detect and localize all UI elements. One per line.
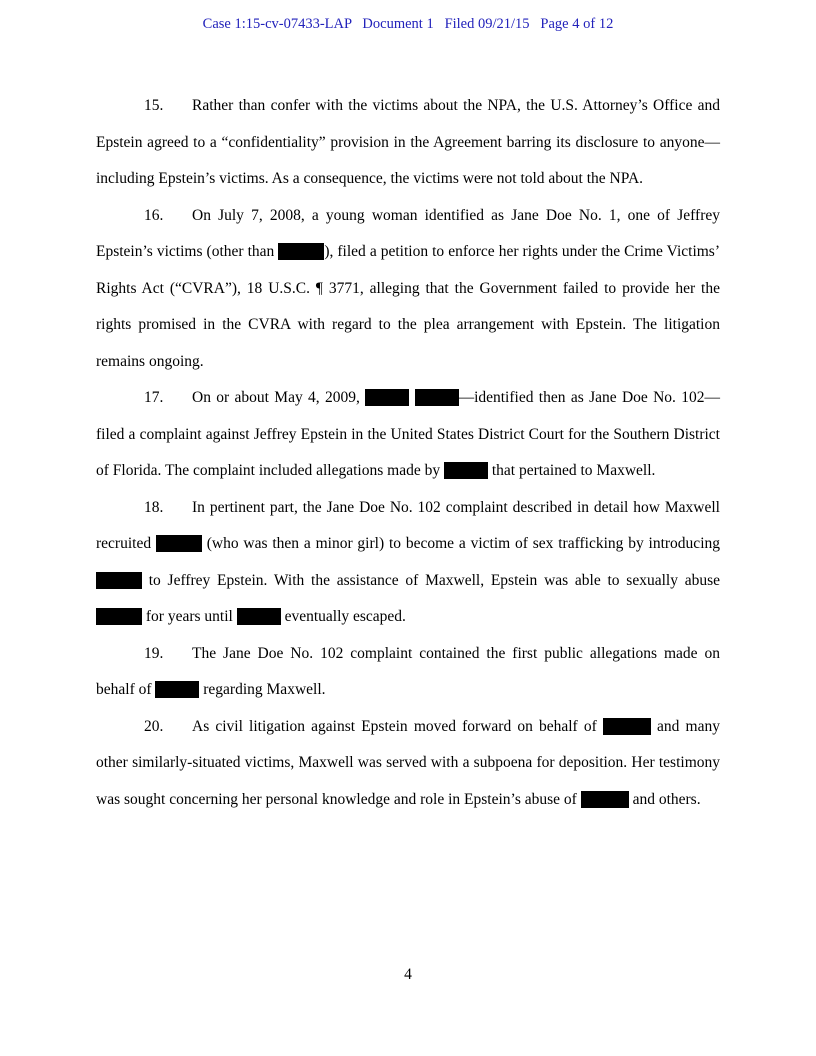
redaction-box	[415, 389, 459, 406]
paragraph-number: 18.	[144, 498, 164, 516]
redaction-box	[156, 535, 202, 552]
paragraph: 19. The Jane Doe No. 102 complaint contained the first public allegations made on behalf of regarding Maxwell.	[96, 636, 720, 709]
paragraph: 18. In pertinent part, the Jane Doe No. 102 complaint described in detail how Maxwell recruited (who was then a minor girl) to become a victim of sex trafficking by introducing to Jeffrey Epstein. With the assistance of Maxwell, Epstein was able to sexually abuse for years until eventually escaped.	[96, 490, 720, 636]
paragraph: 16. On July 7, 2008, a young woman identified as Jane Doe No. 1, one of Jeffrey Epstein’s victims (other than ), filed a petition to enforce her rights under the Crime Victims’ Rights Act (“CVRA”), 18 U.S.C. ¶ 3771, alleging that the Government failed to provide her the rights promised in the CVRA with regard to the plea arrangement with Epstein. The litigation remains ongoing.	[96, 198, 720, 381]
redaction-box	[155, 681, 199, 698]
page-number: 4	[404, 966, 412, 983]
paragraph-number: 15.	[144, 97, 164, 114]
paragraph: 17. On or about May 4, 2009, —identified then as Jane Doe No. 102—filed a complaint against Jeffrey Epstein in the United States District Court for the Southern District of Florida. The complaint included allegations made by that pertained to Maxwell.	[96, 380, 720, 490]
document-body	[96, 88, 720, 818]
redaction-box	[278, 243, 324, 260]
redaction-box	[365, 389, 409, 406]
redaction-box	[581, 791, 629, 808]
redaction-box	[96, 608, 142, 625]
paragraph-number: 20.	[144, 717, 164, 735]
paragraph-number: 19.	[144, 644, 164, 662]
paragraph-number: 16.	[144, 206, 164, 224]
paragraph: 15. Rather than confer with the victims about the NPA, the U.S. Attorney’s Office and Epstein agreed to a “confidentiality” provision in the Agreement barring its disclosure to anyone—including Epstein’s victims. As a consequence, the victims were not told about the NPA.	[96, 88, 720, 198]
paragraph: 20. As civil litigation against Epstein moved forward on behalf of and many other similarly-situated victims, Maxwell was served with a subpoena for deposition. Her testimony was sought concerning her personal knowledge and role in Epstein’s abuse of and others.	[96, 709, 720, 819]
redaction-box	[96, 572, 142, 589]
redaction-box	[237, 608, 281, 625]
paragraph-number: 17.	[144, 389, 164, 406]
case-header-stamp: Case 1:15-cv-07433-LAP Document 1 Filed 09/21/15 Page 4 of 12	[202, 16, 614, 32]
redaction-box	[603, 718, 651, 735]
redaction-box	[444, 462, 488, 479]
